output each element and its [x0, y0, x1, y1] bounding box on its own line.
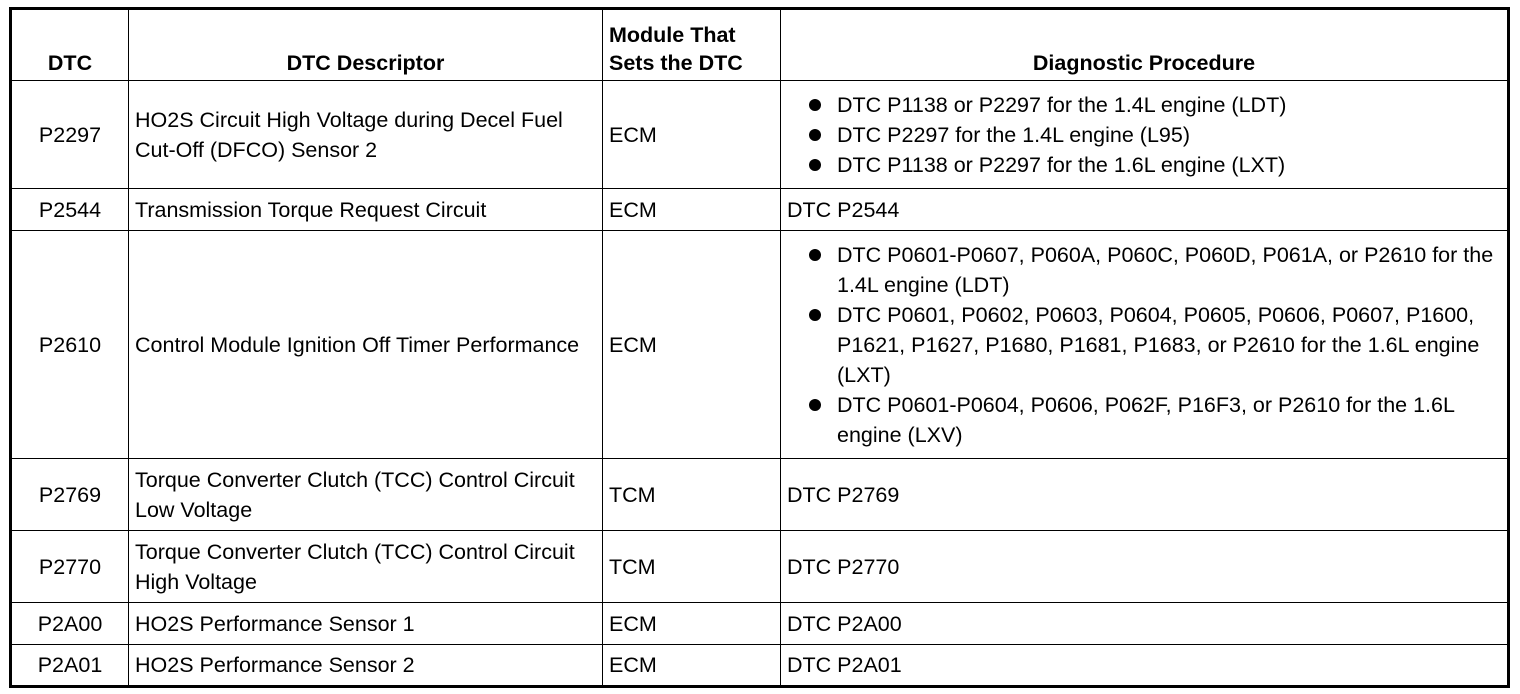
procedure-item: DTC P1138 or P2297 for the 1.6L engine (LXT): [787, 150, 1501, 180]
table-row: [11, 603, 1509, 645]
procedure-item: DTC P2297 for the 1.4L engine (L95): [787, 120, 1501, 150]
header-row: [11, 9, 1509, 81]
dtc-descriptor: Control Module Ignition Off Timer Performance: [129, 231, 603, 459]
module: TCM: [603, 459, 781, 531]
header-module-line1: Module That: [609, 23, 736, 47]
dtc-descriptor: Torque Converter Clutch (TCC) Control Circuit Low Voltage: [129, 459, 603, 531]
table-row: [11, 231, 1509, 459]
table-row: [11, 459, 1509, 531]
dtc-code: P2A00: [11, 603, 129, 645]
module: ECM: [603, 231, 781, 459]
header-module: [603, 9, 781, 81]
header-descriptor: DTC Descriptor: [129, 9, 603, 81]
table-row: [11, 645, 1509, 687]
header-procedure: Diagnostic Procedure: [781, 9, 1509, 81]
diagnostic-procedure: [781, 231, 1509, 459]
dtc-code: P2544: [11, 189, 129, 231]
dtc-code: P2770: [11, 531, 129, 603]
dtc-code: P2297: [11, 81, 129, 189]
module: ECM: [603, 645, 781, 687]
module: ECM: [603, 81, 781, 189]
diagnostic-procedure: DTC P2544: [781, 189, 1509, 231]
diagnostic-procedure: DTC P2A01: [781, 645, 1509, 687]
module: ECM: [603, 603, 781, 645]
diagnostic-procedure: DTC P2770: [781, 531, 1509, 603]
procedure-item: DTC P0601, P0602, P0603, P0604, P0605, P0606, P0607, P1600, P1621, P1627, P1680, P1681, P1683, or P2610 for the 1.6L engine (LXT): [787, 300, 1501, 390]
dtc-code: P2769: [11, 459, 129, 531]
table-row: [11, 189, 1509, 231]
procedure-list: [787, 90, 1501, 180]
table-row: [11, 81, 1509, 189]
dtc-table: [9, 7, 1510, 688]
procedure-item: DTC P0601-P0604, P0606, P062F, P16F3, or P2610 for the 1.6L engine (LXV): [787, 390, 1501, 450]
dtc-code: P2A01: [11, 645, 129, 687]
module: ECM: [603, 189, 781, 231]
header-module-line2: Sets the DTC: [609, 51, 743, 75]
diagnostic-procedure: DTC P2A00: [781, 603, 1509, 645]
procedure-list: [787, 240, 1501, 450]
dtc-descriptor: Torque Converter Clutch (TCC) Control Circuit High Voltage: [129, 531, 603, 603]
dtc-descriptor: HO2S Performance Sensor 1: [129, 603, 603, 645]
procedure-item: DTC P1138 or P2297 for the 1.4L engine (LDT): [787, 90, 1501, 120]
module: TCM: [603, 531, 781, 603]
diagnostic-procedure: [781, 81, 1509, 189]
dtc-descriptor: Transmission Torque Request Circuit: [129, 189, 603, 231]
header-dtc: DTC: [11, 9, 129, 81]
dtc-descriptor: HO2S Performance Sensor 2: [129, 645, 603, 687]
dtc-descriptor: HO2S Circuit High Voltage during Decel Fuel Cut-Off (DFCO) Sensor 2: [129, 81, 603, 189]
table-row: [11, 531, 1509, 603]
dtc-code: P2610: [11, 231, 129, 459]
procedure-item: DTC P0601-P0607, P060A, P060C, P060D, P061A, or P2610 for the 1.4L engine (LDT): [787, 240, 1501, 300]
diagnostic-procedure: DTC P2769: [781, 459, 1509, 531]
